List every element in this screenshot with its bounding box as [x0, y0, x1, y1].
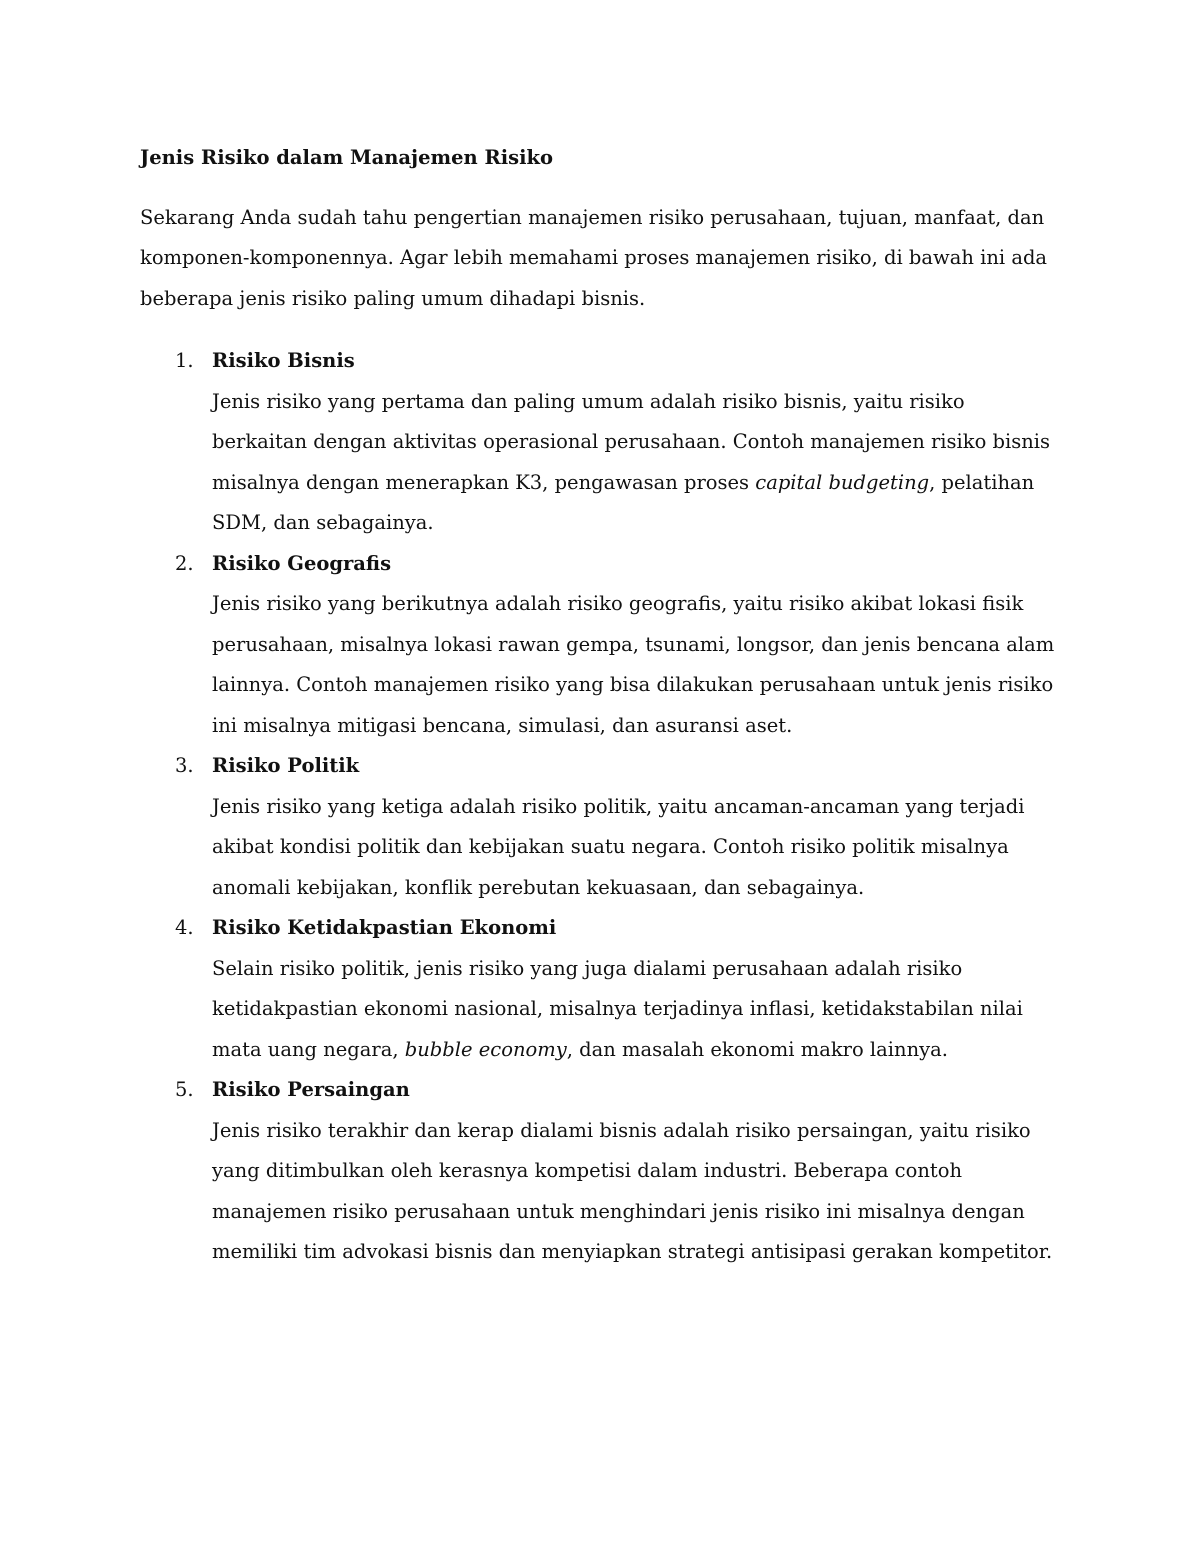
risk-item-ekonomi — [140, 908, 1060, 1070]
risk-item-persaingan — [140, 1070, 1060, 1273]
item-title: Risiko Bisnis — [212, 349, 355, 372]
risk-list — [140, 341, 1060, 1273]
item-number: 3. — [175, 754, 194, 777]
item-body — [212, 787, 1060, 909]
item-body-text: Jenis risiko yang ketiga adalah risiko politik, yaitu ancaman-ancaman yang terjadi akibat kondisi politik dan kebijakan suatu negara. Contoh risiko politik misalnya anomali kebijakan, konflik perebutan kekuasaan, dan sebagainya. — [212, 794, 1025, 899]
item-body — [212, 1111, 1060, 1273]
item-body-italic: capital budgeting — [755, 470, 930, 494]
intro-paragraph: Sekarang Anda sudah tahu pengertian manajemen risiko perusahaan, tujuan, manfaat, dan komponen-komponennya. Agar lebih memahami proses manajemen risiko, di bawah ini ada beberapa jenis risiko paling umum dihadapi bisnis. — [140, 205, 1048, 310]
risk-item-bisnis — [140, 341, 1060, 544]
item-number: 2. — [175, 551, 194, 575]
risk-item-geografis — [140, 544, 1060, 747]
item-number: 1. — [175, 349, 194, 372]
item-body-text: Jenis risiko yang berikutnya adalah risiko geografis, yaitu risiko akibat lokasi fisik perusahaan, misalnya lokasi rawan gempa, tsunami, longsor, dan jenis bencana alam lainnya. Contoh manajemen risiko yang bisa dilakukan perusahaan untuk jenis risiko ini misalnya mitigasi bencana, simulasi, dan asuransi aset. — [212, 592, 1055, 737]
item-body — [212, 584, 1060, 746]
item-body — [212, 382, 1060, 544]
item-number: 4. — [175, 916, 194, 939]
document-content — [140, 138, 1060, 1273]
item-title: Risiko Geografis — [212, 551, 392, 575]
item-body-text-end: , pelatihan SDM, dan sebagainya. — [212, 470, 1035, 534]
item-number: 5. — [175, 1078, 194, 1101]
item-title: Risiko Persaingan — [212, 1078, 410, 1101]
item-body-text: Jenis risiko terakhir dan kerap dialami bisnis adalah risiko persaingan, yaitu risiko yang ditimbulkan oleh kerasnya kompetisi dalam industri. Beberapa contoh manajemen risiko perusahaan untuk menghindari jenis risiko ini misalnya dengan memiliki tim advokasi bisnis dan menyiapkan strategi antisipasi gerakan kompetitor. — [212, 1118, 1053, 1263]
item-body-text-end: , dan masalah ekonomi makro lainnya. — [566, 1037, 948, 1061]
item-body-text: Selain risiko politik, jenis risiko yang juga dialami perusahaan adalah risiko ketidakpastian ekonomi nasional, misalnya terjadinya inflasi, ketidakstabilan nilai mata uang negara, — [212, 956, 1023, 1061]
risk-item-politik — [140, 746, 1060, 908]
item-body-text: Jenis risiko yang pertama dan paling umum adalah risiko bisnis, yaitu risiko berkaitan dengan aktivitas operasional perusahaan. Contoh manajemen risiko bisnis misalnya dengan menerapkan K3, pengawasan proses — [212, 389, 1051, 494]
document-title: Jenis Risiko dalam Manajemen Risiko — [140, 146, 554, 169]
item-body — [212, 949, 1060, 1071]
item-title: Risiko Ketidakpastian Ekonomi — [212, 916, 557, 939]
item-body-italic: bubble economy — [404, 1037, 567, 1061]
item-title: Risiko Politik — [212, 754, 360, 777]
